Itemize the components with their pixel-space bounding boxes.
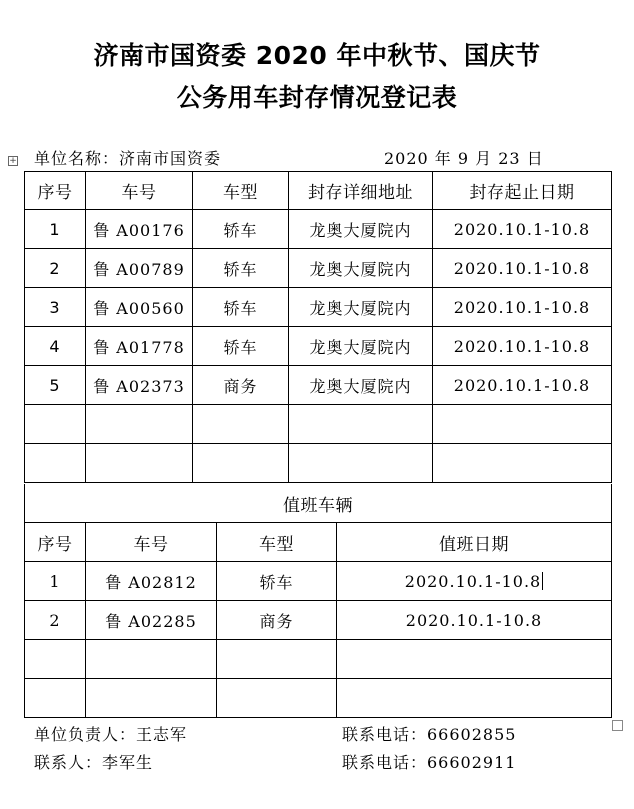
empty-cell[interactable]: [289, 405, 433, 444]
table-row: [25, 601, 612, 640]
empty-cell[interactable]: [86, 640, 217, 679]
vehicle-type: 轿车: [217, 562, 337, 601]
table-row: [25, 249, 612, 288]
duty-section-title: 值班车辆: [25, 484, 612, 523]
text-cursor: [542, 572, 543, 590]
empty-row: [25, 640, 612, 679]
storage-period: 2020.10.1-10.8: [433, 366, 612, 405]
storage-address: 龙奥大厦院内: [289, 288, 433, 327]
vehicle-type: 轿车: [193, 210, 289, 249]
storage-address: 龙奥大厦院内: [289, 210, 433, 249]
plate-number: 鲁 A02285: [86, 601, 217, 640]
table-row: [25, 210, 612, 249]
row-index: 1: [25, 562, 86, 601]
row-index: 3: [25, 288, 86, 327]
empty-cell[interactable]: [193, 444, 289, 483]
empty-cell[interactable]: [217, 640, 337, 679]
empty-cell[interactable]: [86, 444, 193, 483]
plate-number: 鲁 A00560: [86, 288, 193, 327]
responsible-person: 单位负责人：王志军: [34, 725, 188, 744]
storage-period: 2020.10.1-10.8: [433, 327, 612, 366]
unit-name: 单位名称：济南市国资委: [34, 149, 222, 168]
empty-cell[interactable]: [193, 405, 289, 444]
empty-cell[interactable]: [337, 640, 612, 679]
row-index: 2: [25, 601, 86, 640]
vehicle-type: 轿车: [193, 327, 289, 366]
vehicle-type: 商务: [193, 366, 289, 405]
header-cell: 序号: [25, 172, 86, 210]
row-index: 1: [25, 210, 86, 249]
empty-cell[interactable]: [337, 679, 612, 718]
duty-period: 2020.10.1-10.8: [337, 601, 612, 640]
header-cell: 车型: [193, 172, 289, 210]
row-index: 2: [25, 249, 86, 288]
empty-row: [25, 679, 612, 718]
storage-address: 龙奥大厦院内: [289, 327, 433, 366]
phone-2: 联系电话：66602911: [342, 753, 517, 772]
table-header-row: [25, 523, 612, 562]
storage-address: 龙奥大厦院内: [289, 249, 433, 288]
row-index: 5: [25, 366, 86, 405]
header-cell: 车型: [217, 523, 337, 562]
table-row: [25, 327, 612, 366]
row-index: 4: [25, 327, 86, 366]
empty-cell[interactable]: [433, 405, 612, 444]
table-row: [25, 288, 612, 327]
plate-number: 鲁 A01778: [86, 327, 193, 366]
table-row: [25, 562, 612, 601]
header-cell: 值班日期: [337, 523, 612, 562]
plate-number: 鲁 A02373: [86, 366, 193, 405]
empty-cell[interactable]: [25, 679, 86, 718]
sealed-vehicles-table: [24, 171, 612, 483]
contact-person: 联系人：李军生: [34, 753, 154, 772]
empty-row: [25, 405, 612, 444]
table-row: [25, 366, 612, 405]
header-cell: 车号: [86, 172, 193, 210]
header-cell: 序号: [25, 523, 86, 562]
table-header-row: [25, 172, 612, 210]
empty-cell[interactable]: [86, 405, 193, 444]
plate-number: 鲁 A00789: [86, 249, 193, 288]
empty-cell[interactable]: [86, 679, 217, 718]
plate-number: 鲁 A02812: [86, 562, 217, 601]
storage-period: 2020.10.1-10.8: [433, 288, 612, 327]
empty-row: [25, 444, 612, 483]
header-cell: 车号: [86, 523, 217, 562]
table-resize-handle-icon[interactable]: [612, 720, 623, 731]
plate-number: 鲁 A00176: [86, 210, 193, 249]
section-title-row: [25, 484, 612, 523]
vehicle-type: 轿车: [193, 288, 289, 327]
duty-vehicles-table: [24, 484, 612, 718]
empty-cell[interactable]: [433, 444, 612, 483]
phone-1: 联系电话：66602855: [342, 725, 517, 744]
vehicle-type: 轿车: [193, 249, 289, 288]
empty-cell[interactable]: [25, 444, 86, 483]
duty-period[interactable]: [337, 562, 612, 601]
empty-cell[interactable]: [25, 640, 86, 679]
empty-cell[interactable]: [289, 444, 433, 483]
header-cell: 封存详细地址: [289, 172, 433, 210]
empty-cell[interactable]: [217, 679, 337, 718]
table-move-handle-icon[interactable]: +: [9, 156, 17, 166]
header-cell: 封存起止日期: [433, 172, 612, 210]
storage-period: 2020.10.1-10.8: [433, 210, 612, 249]
report-date: 2020 年 9 月 23 日: [384, 149, 544, 168]
storage-period: 2020.10.1-10.8: [433, 249, 612, 288]
empty-cell[interactable]: [25, 405, 86, 444]
storage-address: 龙奥大厦院内: [289, 366, 433, 405]
document-title-line1: 济南市国资委 2020 年中秋节、国庆节: [93, 41, 541, 70]
vehicle-type: 商务: [217, 601, 337, 640]
duty-period-text: 2020.10.1-10.8: [404, 571, 542, 591]
document-title-line2: 公务用车封存情况登记表: [176, 83, 458, 112]
